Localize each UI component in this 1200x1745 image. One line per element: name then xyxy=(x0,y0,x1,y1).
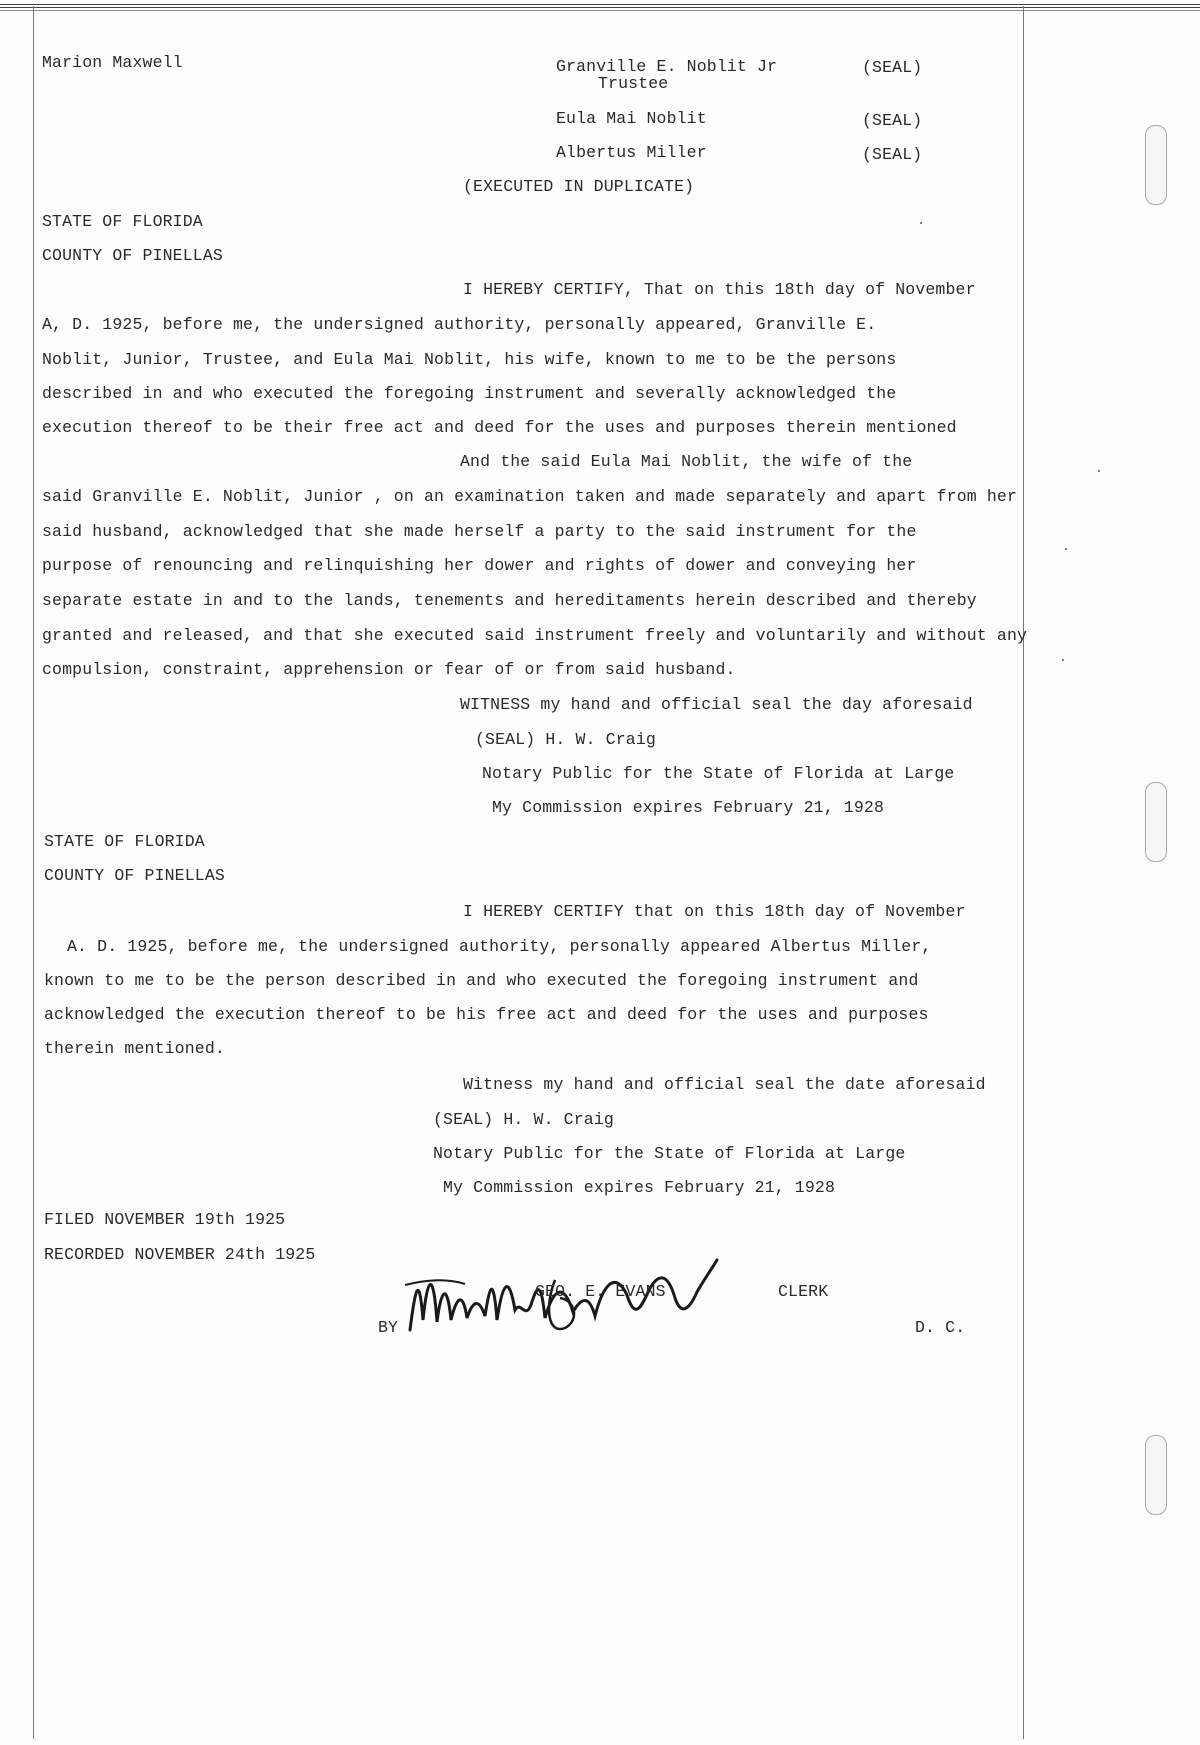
county-heading-1: COUNTY OF PINELLAS xyxy=(42,246,223,265)
witness-line-2: Witness my hand and official seal the date aforesaid xyxy=(463,1075,986,1094)
state-heading-1: STATE OF FLORIDA xyxy=(42,212,203,231)
filed-date: FILED NOVEMBER 19th 1925 xyxy=(44,1210,286,1229)
speck xyxy=(1062,659,1064,661)
binder-ring-hole xyxy=(1145,1435,1167,1515)
deputy-clerk-abbrev: D. C. xyxy=(915,1318,966,1337)
right-margin-line xyxy=(1023,6,1024,1739)
certify-line-3: Noblit, Junior, Trustee, and Eula Mai Noblit, his wife, known to me to be the persons xyxy=(42,350,897,369)
binder-ring-hole xyxy=(1145,782,1167,862)
seal-mark-2: (SEAL) xyxy=(862,111,923,130)
wife-exam-line-6: granted and released, and that she executed said instrument freely and voluntarily and without any xyxy=(42,626,1028,645)
notary-seal-name-1: (SEAL) H. W. Craig xyxy=(475,730,656,749)
binder-ring-hole xyxy=(1145,125,1167,205)
top-rule-3 xyxy=(0,10,1200,11)
clerk-title: CLERK xyxy=(778,1282,829,1301)
top-rule xyxy=(0,4,1200,5)
commission-expiry-1: My Commission expires February 21, 1928 xyxy=(492,798,885,817)
certify-line-1: I HEREBY CERTIFY, That on this 18th day of November xyxy=(463,280,976,299)
grantor-1-name: Granville E. Noblit Jr xyxy=(556,57,778,76)
state-heading-2: STATE OF FLORIDA xyxy=(44,832,205,851)
speck xyxy=(920,222,922,224)
notary-seal-name-2: (SEAL) H. W. Craig xyxy=(433,1110,614,1129)
witness-line-1: WITNESS my hand and official seal the day aforesaid xyxy=(460,695,973,714)
grantor-3-name: Albertus Miller xyxy=(556,143,707,162)
notary-title-2: Notary Public for the State of Florida at Large xyxy=(433,1144,906,1163)
executed-in-duplicate: (EXECUTED IN DUPLICATE) xyxy=(463,177,695,196)
certify-line-5: execution thereof to be their free act and deed for the uses and purposes therein mentioned xyxy=(42,418,957,437)
wife-exam-line-3: said husband, acknowledged that she made herself a party to the said instrument for the xyxy=(42,522,917,541)
seal-mark-1: (SEAL) xyxy=(862,58,923,77)
wife-exam-line-1: And the said Eula Mai Noblit, the wife of the xyxy=(460,452,913,471)
certify2-line-1: I HEREBY CERTIFY that on this 18th day of November xyxy=(463,902,966,921)
wife-exam-line-2: said Granville E. Noblit, Junior , on an examination taken and made separately and apart from her xyxy=(42,487,1018,506)
speck xyxy=(1098,470,1100,472)
recorded-date: RECORDED NOVEMBER 24th 1925 xyxy=(44,1245,316,1264)
certify2-line-3: known to me to be the person described in and who executed the foregoing instrument and xyxy=(44,971,919,990)
commission-expiry-2: My Commission expires February 21, 1928 xyxy=(443,1178,836,1197)
speck xyxy=(1065,548,1067,550)
wife-exam-line-4: purpose of renouncing and relinquishing her dower and rights of dower and conveying her xyxy=(42,556,917,575)
seal-mark-3: (SEAL) xyxy=(862,145,923,164)
grantor-2-name: Eula Mai Noblit xyxy=(556,109,707,128)
notary-title-1: Notary Public for the State of Florida at Large xyxy=(482,764,955,783)
wife-exam-line-7: compulsion, constraint, apprehension or fear of or from said husband. xyxy=(42,660,736,679)
grantor-1-title: Trustee xyxy=(598,74,669,93)
certify2-line-4: acknowledged the execution thereof to be his free act and deed for the uses and purposes xyxy=(44,1005,929,1024)
witness-name: Marion Maxwell xyxy=(42,53,183,72)
by-label: BY xyxy=(378,1318,399,1337)
top-rule-2 xyxy=(0,7,1200,8)
certify2-line-5: therein mentioned. xyxy=(44,1039,225,1058)
certify2-line-2: A. D. 1925, before me, the undersigned authority, personally appeared Albertus Miller, xyxy=(67,937,932,956)
left-margin-line xyxy=(33,6,34,1739)
clerk-name: GEO. E. EVANS xyxy=(535,1282,666,1301)
certify-line-4: described in and who executed the foregoing instrument and severally acknowledged the xyxy=(42,384,897,403)
certify-line-2: A, D. 1925, before me, the undersigned authority, personally appeared, Granville E. xyxy=(42,315,877,334)
county-heading-2: COUNTY OF PINELLAS xyxy=(44,866,225,885)
wife-exam-line-5: separate estate in and to the lands, tenements and hereditaments herein described and thereby xyxy=(42,591,977,610)
